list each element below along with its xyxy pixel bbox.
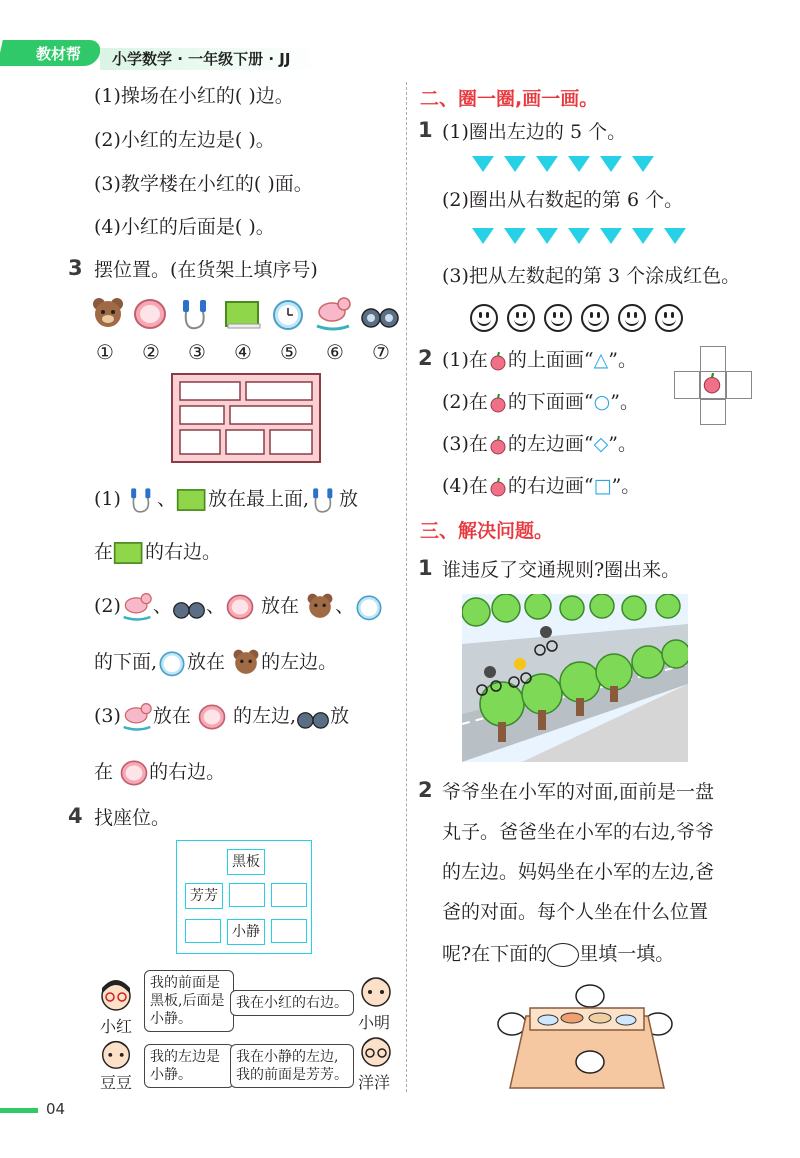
r-q1-sub2: (2)圈出从右数起的第 6 个。	[442, 189, 684, 211]
q3-part2-text3: 放在	[187, 651, 226, 673]
q3-title: 摆位置。(在货架上填序号)	[94, 259, 318, 281]
triangle-shape[interactable]	[504, 156, 526, 172]
cross-grid	[666, 346, 768, 426]
r-q2-line3	[442, 430, 637, 458]
section-2-heading: 二、圈一圈,画一画。	[420, 88, 599, 110]
binoculars-icon	[296, 703, 330, 731]
tambourine-icon	[225, 592, 255, 622]
label-3: ③	[188, 340, 206, 364]
triangle-shape[interactable]	[600, 156, 622, 172]
rocking-horse-icon	[121, 592, 153, 622]
tambourine-icon	[132, 296, 168, 332]
q3-part2-sep2: 、	[205, 595, 225, 617]
q3-part2-label: (2)	[94, 595, 121, 617]
smiley-face-icon[interactable]	[655, 304, 683, 332]
r-q2-number: 2	[418, 346, 433, 370]
q3-part3-label: (3)	[94, 705, 121, 727]
r-q2-l4c: ”。	[611, 475, 641, 497]
q3-part2-line1	[94, 592, 384, 622]
alarm-clock-icon	[270, 296, 306, 332]
section-3-heading: 三、解决问题。	[420, 520, 554, 542]
seating-chart	[176, 840, 312, 954]
label-7: ⑦	[372, 340, 390, 364]
bubble-xiaoming: 我在小红的右边。	[230, 990, 354, 1016]
book-icon	[113, 539, 145, 567]
name-yangyang: 洋洋	[358, 1073, 391, 1092]
page-number-bar	[0, 1108, 38, 1113]
boy-glasses-avatar-icon	[356, 1030, 396, 1070]
grid-cell-center	[700, 371, 726, 399]
apple-icon	[488, 435, 508, 455]
r-q2-l4a: (4)在	[442, 475, 488, 497]
triangle-shape[interactable]	[536, 228, 558, 244]
apple-icon	[488, 477, 508, 497]
name-doudou: 豆豆	[100, 1073, 133, 1092]
r-p2-line1: 爷爷坐在小军的对面,面前是一盘	[442, 781, 715, 803]
bear-icon	[305, 592, 335, 622]
jump-rope-icon	[309, 484, 339, 516]
r-q1-number: 1	[418, 118, 433, 142]
seat-oval-top	[576, 985, 604, 1007]
blackboard-box: 黑板	[227, 849, 265, 875]
triangle-shape[interactable]	[600, 228, 622, 244]
label-6: ⑥	[326, 340, 344, 364]
r-q2-l3c: ”。	[608, 433, 637, 455]
seat-empty-1[interactable]	[229, 883, 265, 907]
bear-icon	[90, 296, 126, 332]
rocking-horse-icon	[121, 702, 153, 732]
boy-avatar-icon	[356, 970, 396, 1010]
q2-item-4: (4)小红的后面是( )。	[94, 216, 275, 238]
tambourine-icon	[119, 758, 149, 788]
q3-part2-line2	[94, 648, 337, 678]
apple-icon	[488, 393, 508, 413]
q3-part2-text4: 的左边。	[261, 651, 338, 673]
q3-part3-line2	[94, 758, 225, 788]
triangle-shape[interactable]	[632, 156, 654, 172]
label-1: ①	[96, 340, 114, 364]
triangle-shape[interactable]	[664, 228, 686, 244]
r-p2-line3: 的左边。妈妈坐在小军的左边,爸	[442, 861, 715, 883]
book-icon	[224, 298, 262, 330]
seat-fangfang: 芳芳	[185, 883, 223, 909]
triangles-row-1	[472, 156, 664, 176]
seat-empty-2[interactable]	[271, 883, 307, 907]
seat-empty-3[interactable]	[185, 919, 221, 943]
grid-cell-top[interactable]	[700, 346, 726, 372]
bear-icon	[231, 648, 261, 678]
q2-item-3: (3)教学楼在小红的( )面。	[94, 173, 313, 195]
r-q2-l4b: 的右边画“	[507, 475, 594, 497]
smiley-face-icon[interactable]	[581, 304, 609, 332]
girl-avatar-icon	[96, 974, 136, 1014]
grid-cell-right[interactable]	[726, 371, 752, 399]
bubble-doudou: 我的左边是小静。	[144, 1044, 234, 1088]
grid-cell-bottom[interactable]	[700, 399, 726, 425]
smiley-face-icon[interactable]	[507, 304, 535, 332]
q3-part1-line1	[94, 484, 358, 516]
seat-oval-bottom	[576, 1051, 604, 1073]
rocking-horse-icon	[314, 296, 352, 332]
r-q2-l2c: ”。	[610, 391, 639, 413]
alarm-clock-icon	[157, 648, 187, 678]
q4-number: 4	[68, 804, 83, 828]
q3-part1-label: (1)	[94, 488, 121, 510]
r-p2-last-b: 里填一填。	[579, 943, 675, 965]
r-p2-number: 2	[418, 778, 433, 802]
tambourine-icon	[197, 702, 227, 732]
q3-part2-text2: 的下面,	[94, 651, 158, 673]
smiley-face-icon[interactable]	[470, 304, 498, 332]
alarm-clock-icon	[354, 592, 384, 622]
square-symbol: □	[593, 475, 612, 497]
q3-part1-sep: 、	[156, 488, 176, 510]
r-q2-line1	[442, 346, 637, 374]
q3-part3-line1	[94, 702, 349, 732]
binoculars-icon	[360, 298, 400, 330]
r-q1-sub1: (1)圈出左边的 5 个。	[442, 121, 627, 143]
header-bar	[0, 40, 800, 70]
r-q2-l3a: (3)在	[442, 433, 488, 455]
r-p2-line2: 丸子。爸爸坐在小军的右边,爷爷	[442, 821, 715, 843]
triangle-shape[interactable]	[536, 156, 558, 172]
traffic-scene-illustration	[462, 594, 688, 762]
triangle-shape[interactable]	[472, 228, 494, 244]
column-divider	[406, 82, 407, 1092]
header-title: 小学数学 · 一年级下册 · JJ	[112, 50, 291, 68]
items-row	[90, 296, 410, 336]
smiley-face-icon[interactable]	[544, 304, 572, 332]
q3-part2-sep1: 、	[152, 595, 172, 617]
r-p1-number: 1	[418, 556, 433, 580]
label-2: ②	[142, 340, 160, 364]
book-icon	[176, 486, 208, 514]
item-labels	[96, 340, 416, 366]
q2-item-2: (2)小红的左边是( )。	[94, 129, 275, 151]
triangle-shape[interactable]	[472, 156, 494, 172]
seat-empty-4[interactable]	[271, 919, 307, 943]
q3-part1-text3: 在	[94, 541, 114, 563]
bubble-yangyang: 我在小静的左边,我的前面是芳芳。	[230, 1044, 354, 1088]
q3-part3-text5: 的右边。	[149, 761, 226, 783]
r-p2-line5	[442, 940, 674, 968]
q3-part2-sep3: 、	[335, 595, 355, 617]
q3-part1-text4: 的右边。	[145, 541, 222, 563]
r-q2-line2	[442, 388, 639, 416]
triangle-shape[interactable]	[504, 228, 526, 244]
q3-part3-text3: 放	[330, 705, 350, 727]
circle-symbol: ○	[593, 391, 611, 413]
diamond-symbol: ◇	[593, 433, 609, 455]
q2-item-1: (1)操场在小红的( )边。	[94, 85, 294, 107]
apple-icon	[701, 372, 723, 394]
q3-part3-text4: 在	[94, 761, 114, 783]
r-q2-l1a: (1)在	[442, 349, 488, 371]
triangle-shape[interactable]	[568, 228, 590, 244]
jump-rope-icon	[127, 484, 157, 516]
answer-oval[interactable]	[547, 943, 579, 967]
grid-cell-left[interactable]	[674, 371, 700, 399]
r-q2-l2a: (2)在	[442, 391, 488, 413]
triangle-shape[interactable]	[632, 228, 654, 244]
r-p2-last-a: 呢?在下面的	[442, 943, 548, 965]
name-xiaohong: 小红	[100, 1017, 133, 1036]
triangles-row-2	[472, 228, 696, 248]
q4-title: 找座位。	[94, 807, 171, 829]
boy-avatar-icon	[96, 1034, 136, 1072]
binoculars-icon	[172, 593, 206, 621]
dining-table-illustration	[496, 982, 676, 1090]
triangle-symbol: △	[593, 349, 609, 371]
name-xiaoming: 小明	[358, 1013, 391, 1032]
header-badge-text: 教材帮	[36, 45, 82, 63]
shelf-diagram	[170, 372, 322, 464]
q3-part2-text1: 放在	[261, 595, 300, 617]
q3-part1-text2: 放	[339, 488, 359, 510]
q3-number: 3	[68, 256, 83, 280]
r-q2-l2b: 的下面画“	[507, 391, 594, 413]
smiley-face-icon[interactable]	[618, 304, 646, 332]
r-p2-line4: 爸的对面。每个人坐在什么位置	[442, 901, 709, 923]
r-q2-l1c: ”。	[608, 349, 637, 371]
q3-part3-text2: 的左边,	[233, 705, 297, 727]
r-q2-l1b: 的上面画“	[507, 349, 594, 371]
q3-part1-text1: 放在最上面,	[207, 488, 310, 510]
triangle-shape[interactable]	[568, 156, 590, 172]
jump-rope-icon	[178, 296, 214, 332]
seat-xiaojing: 小静	[227, 919, 265, 945]
label-5: ⑤	[280, 340, 298, 364]
q3-part1-line2	[94, 538, 221, 567]
bubble-xiaohong: 我的前面是黑板,后面是小静。	[144, 970, 234, 1032]
q3-part3-text1: 放在	[152, 705, 191, 727]
label-4: ④	[234, 340, 252, 364]
page-number: 04	[46, 1100, 66, 1118]
apple-icon	[488, 351, 508, 371]
r-q2-line4	[442, 472, 640, 500]
r-q1-sub3: (3)把从左数起的第 3 个涂成红色。	[442, 265, 741, 287]
r-p1-text: 谁违反了交通规则?圈出来。	[442, 559, 681, 581]
smileys-row	[470, 304, 692, 336]
r-q2-l3b: 的左边画“	[507, 433, 594, 455]
